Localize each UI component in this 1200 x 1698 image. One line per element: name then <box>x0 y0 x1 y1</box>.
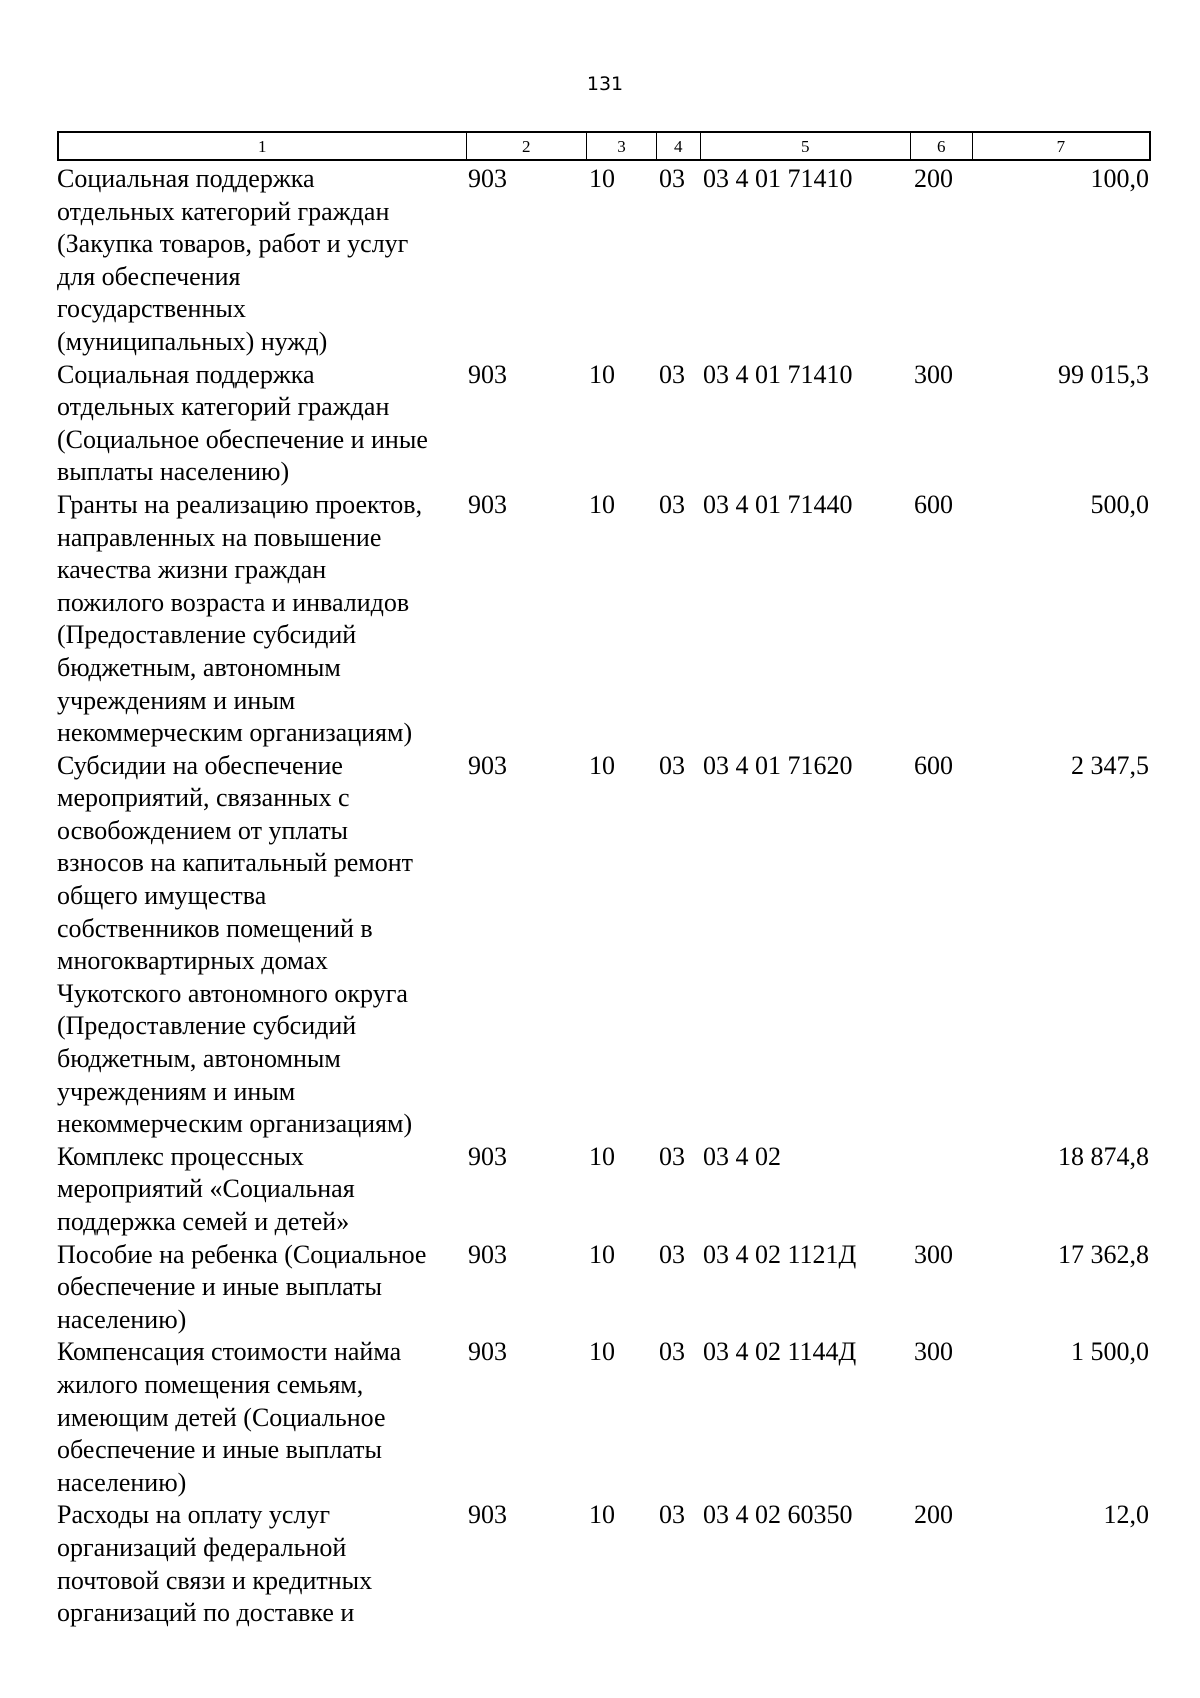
row-name-line: многоквартирных домах <box>57 946 328 976</box>
section-cell: 10 <box>589 1500 615 1530</box>
table-row <box>57 489 1151 750</box>
admin-code-cell: 903 <box>468 1500 507 1530</box>
row-name-line: населению) <box>57 1304 187 1334</box>
row-name-line: организаций федеральной <box>57 1532 347 1562</box>
amount-cell: 100,0 <box>1090 164 1149 193</box>
table-row <box>57 163 1151 359</box>
row-name-line: Пособие на ребенка (Социальное <box>57 1239 427 1269</box>
amount-cell: 2 347,5 <box>1071 750 1149 780</box>
section-cell: 10 <box>589 1337 615 1367</box>
row-name-line: имеющим детей (Социальное <box>57 1402 386 1432</box>
row-name-line: жилого помещения семьям, <box>57 1369 364 1399</box>
row-name-line: населению) <box>57 1467 187 1497</box>
section-cell: 10 <box>589 164 615 193</box>
subsection-cell: 03 <box>659 1337 685 1367</box>
row-name-line: учреждениям и иным <box>57 685 296 715</box>
target-article-cell: 03 4 02 60350 <box>703 1500 853 1530</box>
expense-type-cell <box>912 1141 974 1239</box>
admin-code-cell: 903 <box>468 489 507 519</box>
column-header-5: 5 <box>701 133 911 159</box>
expense-type-cell: 600 <box>914 750 953 780</box>
table-row <box>57 359 1151 489</box>
row-name-line: поддержка семей и детей» <box>57 1207 350 1236</box>
row-name-line: учреждениям и иным <box>57 1076 296 1106</box>
amount-cell: 18 874,8 <box>1058 1141 1149 1171</box>
row-name-line: Чукотского автономного округа <box>57 978 408 1008</box>
column-header-3: 3 <box>587 133 657 159</box>
row-name-line: некоммерческим организациям) <box>57 1109 413 1139</box>
row-name-line: обеспечение и иные выплаты <box>57 1435 382 1465</box>
section-cell: 10 <box>589 750 615 780</box>
target-article-cell: 03 4 02 1144Д <box>703 1337 857 1367</box>
row-name-line: общего имущества <box>57 881 267 911</box>
row-name-line: качества жизни граждан <box>57 555 327 585</box>
admin-code-cell: 903 <box>468 359 507 389</box>
row-name-line: Социальная поддержка <box>57 164 315 193</box>
row-name-line: организаций по доставке и <box>57 1598 355 1628</box>
column-header-7: 7 <box>1056 137 1066 156</box>
row-name-line: направленных на повышение <box>57 522 382 552</box>
row-name-cell <box>57 489 466 750</box>
expense-type-cell: 300 <box>914 1337 953 1367</box>
row-name-line: Гранты на реализацию проектов, <box>57 489 423 519</box>
row-name-line: почтовой связи и кредитных <box>57 1565 373 1595</box>
row-name-cell <box>57 163 466 359</box>
row-name-cell <box>57 1336 466 1499</box>
column-header-2: 2 <box>467 133 588 159</box>
row-name-cell <box>57 750 466 1141</box>
section-cell: 10 <box>589 1141 615 1171</box>
column-header-6: 6 <box>911 133 973 159</box>
subsection-cell: 03 <box>659 1239 685 1269</box>
subsection-cell: 03 <box>659 1141 685 1171</box>
row-name-line: выплаты населению) <box>57 457 290 487</box>
table-header <box>57 131 1151 161</box>
admin-code-cell: 903 <box>468 1239 507 1269</box>
row-name-line: мероприятий «Социальная <box>57 1174 355 1204</box>
row-name-cell <box>57 1141 466 1239</box>
subsection-cell: 03 <box>659 750 685 780</box>
section-cell: 10 <box>589 1239 615 1269</box>
row-name-line: отдельных категорий граждан <box>57 392 390 422</box>
subsection-cell: 03 <box>659 489 685 519</box>
target-article-cell: 03 4 02 <box>703 1141 781 1171</box>
row-name-line: некоммерческим организациям) <box>57 718 413 748</box>
row-name-line: отдельных категорий граждан <box>57 196 390 226</box>
row-name-line: бюджетным, автономным <box>57 1044 341 1074</box>
row-name-line: пожилого возраста и инвалидов <box>57 587 410 617</box>
column-header-4: 4 <box>657 133 701 159</box>
row-name-line: Компенсация стоимости найма <box>57 1337 402 1367</box>
admin-code-cell: 903 <box>468 1141 507 1171</box>
admin-code-cell: 903 <box>468 750 507 780</box>
table-row <box>57 750 1151 1141</box>
row-name-line: (Социальное обеспечение и иные <box>57 424 428 454</box>
row-name-line: (муниципальных) нужд) <box>57 326 328 356</box>
target-article-cell: 03 4 01 71410 <box>703 359 853 389</box>
table-row <box>57 1141 1151 1239</box>
subsection-cell: 03 <box>659 1500 685 1530</box>
target-article-cell: 03 4 01 71440 <box>703 489 853 519</box>
row-name-line: взносов на капитальный ремонт <box>57 848 413 878</box>
section-cell: 10 <box>589 359 615 389</box>
expense-type-cell: 200 <box>914 1500 953 1530</box>
table-row <box>57 1336 1151 1499</box>
row-name-line: (Закупка товаров, работ и услуг <box>57 229 409 259</box>
expense-type-cell: 600 <box>914 489 953 519</box>
table-body <box>57 163 1151 1630</box>
page-number: 131 <box>586 73 624 95</box>
amount-cell: 17 362,8 <box>1058 1239 1149 1269</box>
row-name-cell <box>57 1499 466 1629</box>
admin-code-cell: 903 <box>468 1337 507 1367</box>
row-name-cell <box>57 359 466 489</box>
target-article-cell: 03 4 02 1121Д <box>703 1239 857 1269</box>
expense-type-cell: 200 <box>914 164 953 193</box>
amount-cell: 500,0 <box>1090 489 1149 519</box>
row-name-line: для обеспечения <box>57 261 241 291</box>
row-name-line: (Предоставление субсидий <box>57 620 357 650</box>
amount-cell: 12,0 <box>1103 1500 1149 1530</box>
subsection-cell: 03 <box>659 359 685 389</box>
amount-cell: 1 500,0 <box>1071 1337 1149 1367</box>
admin-code-cell: 903 <box>468 164 507 193</box>
row-name-line: собственников помещений в <box>57 913 373 943</box>
row-name-line: мероприятий, связанных с <box>57 783 350 813</box>
amount-cell: 99 015,3 <box>1058 359 1149 389</box>
target-article-cell: 03 4 01 71620 <box>703 750 853 780</box>
subsection-cell: 03 <box>659 164 685 193</box>
expense-type-cell: 300 <box>914 359 953 389</box>
row-name-line: Социальная поддержка <box>57 359 315 389</box>
row-name-line: государственных <box>57 294 246 324</box>
target-article-cell: 03 4 01 71410 <box>703 164 853 193</box>
row-name-line: Комплекс процессных <box>57 1141 304 1171</box>
expense-type-cell: 300 <box>914 1239 953 1269</box>
row-name-line: Расходы на оплату услуг <box>57 1500 331 1530</box>
section-cell: 10 <box>589 489 615 519</box>
table-row <box>57 1499 1151 1629</box>
table-row <box>57 1239 1151 1337</box>
column-header-1: 1 <box>59 133 467 159</box>
row-name-line: (Предоставление субсидий <box>57 1011 357 1041</box>
row-name-line: бюджетным, автономным <box>57 652 341 682</box>
row-name-cell <box>57 1239 466 1337</box>
row-name-line: освобождением от уплаты <box>57 815 349 845</box>
row-name-line: обеспечение и иные выплаты <box>57 1272 382 1302</box>
row-name-line: Субсидии на обеспечение <box>57 750 343 780</box>
